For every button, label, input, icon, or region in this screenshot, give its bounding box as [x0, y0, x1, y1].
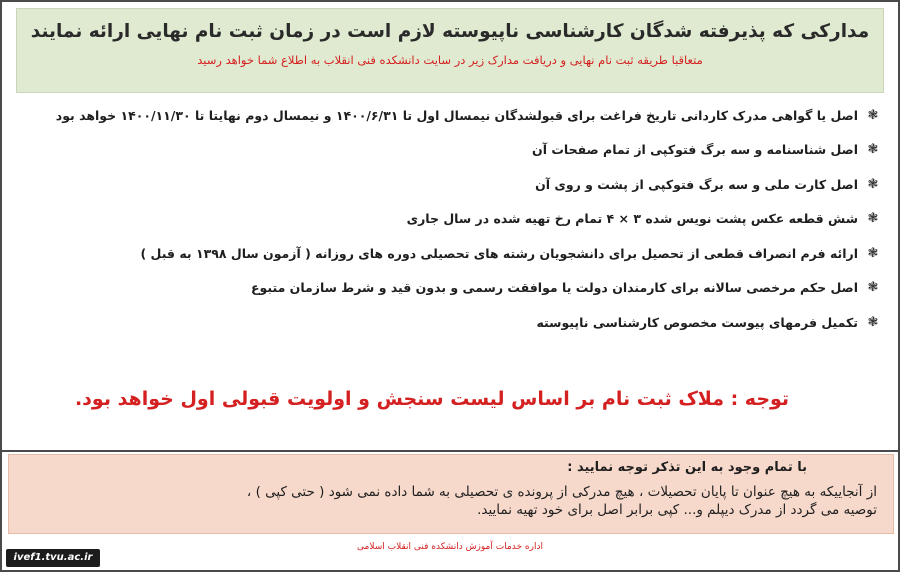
flower-bullet-icon: ❃ [867, 107, 879, 123]
list-item [14, 305, 884, 340]
warning-body [19, 483, 877, 519]
flower-bullet-icon: ❃ [867, 211, 879, 227]
list-item [14, 202, 884, 237]
list-item-text: اصل کارت ملی و سه برگ فتوکپی از پشت و روی آن [535, 176, 858, 192]
list-item [14, 133, 884, 168]
section-divider [2, 450, 898, 452]
list-item-text: شش قطعه عکس پشت نویس شده ۳ × ۴ تمام رخ تهیه شده در سال جاری [406, 211, 858, 227]
header-box [16, 8, 884, 93]
office-signature: اداره خدمات آموزش دانشکده فنی انقلاب اسلامی [357, 542, 543, 552]
list-item-text: اصل حکم مرخصی سالانه برای کارمندان دولت یا موافقت رسمی و بدون قید و شرط سازمان متبوع [250, 280, 858, 296]
header-subtitle: متعاقبا طریقه ثبت نام نهایی و دریافت مدارک زیر در سایت دانشکده فنی انقلاب به اطلاع شما خواهد رسید [197, 53, 703, 67]
list-item-text: تکمیل فرمهای پیوست مخصوص کارشناسی ناپیوسته [536, 314, 858, 330]
flower-bullet-icon: ❃ [867, 142, 879, 158]
page-title: مدارکی که پذیرفته شدگان کارشناسی ناپیوسته لازم است در زمان ثبت نام نهایی ارائه نمایند [30, 21, 870, 42]
flower-bullet-icon: ❃ [867, 280, 879, 296]
requirements-list [14, 98, 884, 340]
notice-text: توجه : ملاک ثبت نام بر اساس لیست سنجش و اولویت قبولی اول خواهد بود. [74, 388, 790, 410]
website-logo: ivef1.tvu.ac.ir [6, 549, 100, 567]
list-item [14, 167, 884, 202]
list-item-text: اصل شناسنامه و سه برگ فتوکپی از تمام صفحات آن [532, 142, 858, 158]
flower-bullet-icon: ❃ [867, 176, 879, 192]
list-item [14, 271, 884, 306]
flower-bullet-icon: ❃ [867, 314, 879, 330]
list-item [14, 98, 884, 133]
list-item-text: اصل یا گواهی مدرک کاردانی تاریخ فراغت برای قبولشدگان نیمسال اول تا ۱۴۰۰/۶/۳۱ و نیمسال دوم نهایتا تا ۱۴۰۰/۱۱/۳۰ خواهد بود [55, 107, 858, 123]
warning-line-1: از آنجاییکه به هیچ عنوان تا پایان تحصیلات ، هیچ مدرکی از پرونده ی تحصیلی به شما داده نمی شود ( حتی کپی ) ، [246, 484, 877, 500]
list-item-text: ارائه فرم انصراف قطعی از تحصیل برای دانشجویان رشته های تحصیلی دوره های روزانه ( آزمون سال ۱۳۹۸ به قبل ) [140, 245, 858, 261]
flower-bullet-icon: ❃ [867, 245, 879, 261]
warning-heading: با تمام وجود به این تذکر توجه نمایید : [567, 460, 807, 475]
warning-box [8, 454, 894, 534]
warning-line-2: توصیه می گردد از مدرک دیپلم و... کپی برابر اصل برای خود تهیه نمایید. [477, 502, 877, 518]
list-item [14, 236, 884, 271]
